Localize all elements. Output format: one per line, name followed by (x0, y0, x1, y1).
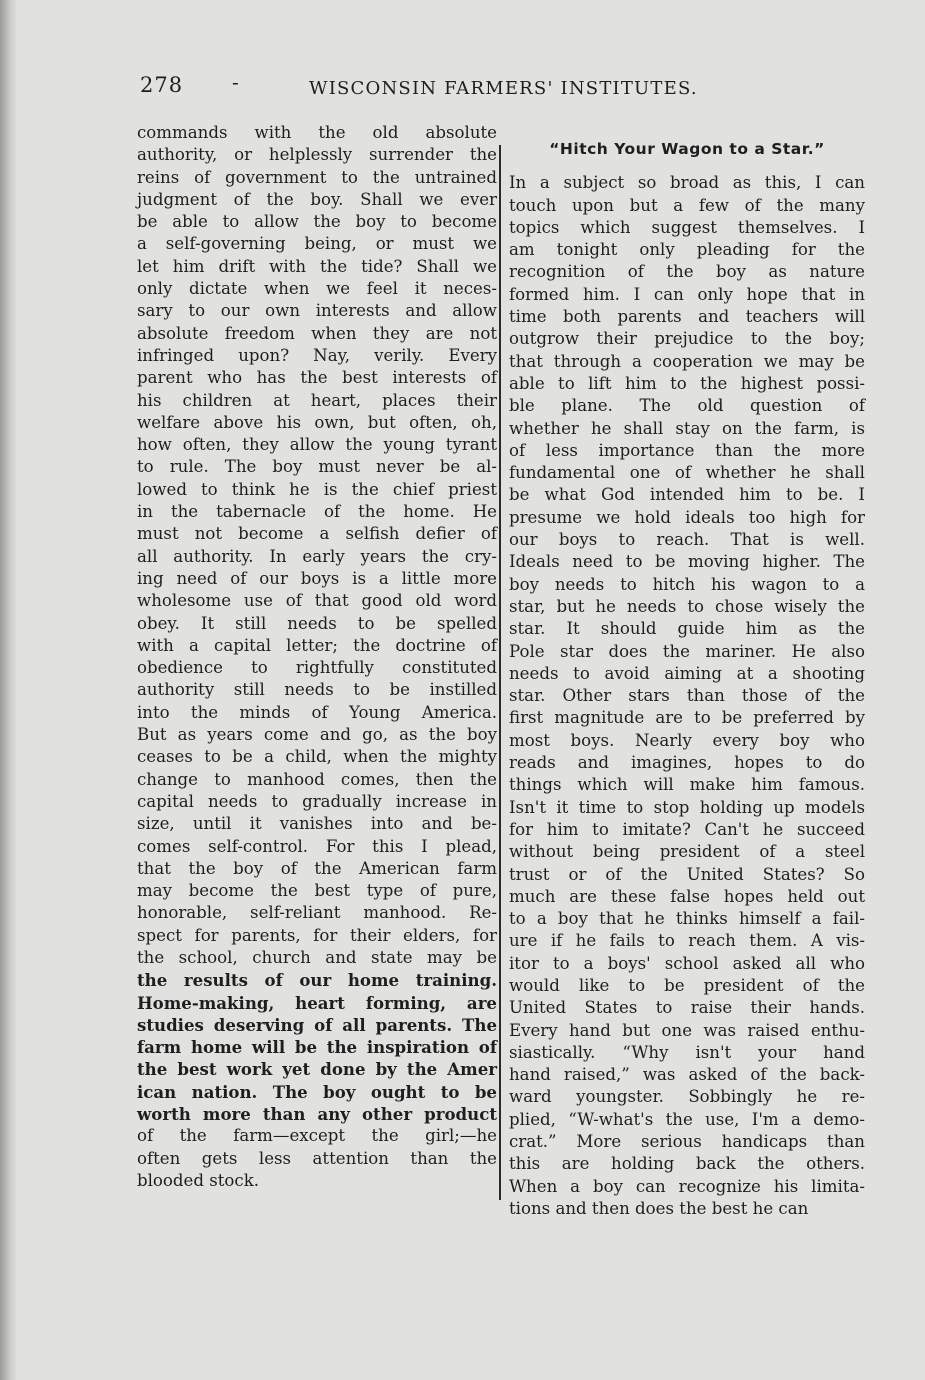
text-line: in the tabernacle of the home. He (137, 502, 497, 522)
text-line: much are these false hopes held out (509, 886, 865, 906)
text-line: to rule. The boy must never be al- (137, 457, 497, 477)
text-line: welfare above his own, but often, oh, (137, 412, 497, 432)
text-line: honorable, self-reliant manhood. Re- (137, 903, 497, 923)
text-line: star. It should guide him as the (509, 619, 865, 639)
text-line: crat.” More serious handicaps than (509, 1132, 865, 1152)
text-line: must not become a selfish defier of (137, 524, 497, 544)
text-line: most boys. Nearly every boy who (509, 730, 865, 750)
text-line: time both parents and teachers will (509, 307, 865, 327)
text-line: able to lift him to the highest possi- (509, 373, 865, 393)
text-line: comes self-control. For this I plead, (137, 836, 497, 856)
text-line: all authority. In early years the cry- (137, 546, 497, 566)
text-line: of the farm—except the girl;—he (137, 1126, 497, 1146)
text-line: whether he shall stay on the farm, is (509, 418, 865, 438)
text-line: trust or of the United States? So (509, 864, 865, 884)
text-line: his children at heart, places their (137, 390, 497, 410)
running-head: WISCONSIN FARMERS' INSTITUTES. (309, 78, 698, 99)
text-line: our boys to reach. That is well. (509, 530, 865, 550)
text-line: reins of government to the untrained (137, 167, 497, 187)
text-line: formed him. I can only hope that in (509, 284, 865, 304)
text-line: change to manhood comes, then the (137, 769, 497, 789)
text-line: with a capital letter; the doctrine of (137, 635, 497, 655)
text-line: am tonight only pleading for the (509, 240, 865, 260)
text-line: lowed to think he is the chief priest (137, 479, 497, 499)
text-line: topics which suggest themselves. I (509, 217, 865, 237)
page-header (0, 70, 925, 104)
text-line: the school, church and state may be (137, 947, 497, 967)
text-line: worth more than any other product (137, 1104, 497, 1125)
text-line: touch upon but a few of the many (509, 195, 865, 215)
text-line: obedience to rightfully constituted (137, 658, 497, 678)
right-column-body (509, 172, 865, 1220)
text-line: star, but he needs to chose wisely the (509, 596, 865, 616)
text-line: Isn't it time to stop holding up models (509, 797, 865, 817)
text-line: ceases to be a child, when the mighty (137, 747, 497, 767)
text-line: boy needs to hitch his wagon to a (509, 574, 865, 594)
text-line: may become the best type of pure, (137, 881, 497, 901)
text-line: that the boy of the American farm (137, 858, 497, 878)
text-line: siastically. “Why isn't your hand (509, 1042, 865, 1062)
text-line: Ideals need to be moving higher. The (509, 552, 865, 572)
text-line: this are holding back the others. (509, 1154, 865, 1174)
text-line: parent who has the best interests of (137, 368, 497, 388)
text-line: authority, or helplessly surrender the (137, 145, 497, 165)
text-line: ble plane. The old question of (509, 396, 865, 416)
text-line: authority still needs to be instilled (137, 680, 497, 700)
text-line: ican nation. The boy ought to be (137, 1081, 497, 1102)
text-line: capital needs to gradually increase in (137, 791, 497, 811)
text-line: studies deserving of all parents. The (137, 1014, 497, 1035)
text-line: ing need of our boys is a little more (137, 568, 497, 588)
text-line: But as years come and go, as the boy (137, 725, 497, 745)
text-line: into the minds of Young America. (137, 702, 497, 722)
text-line: to a boy that he thinks himself a fail- (509, 909, 865, 929)
text-line: tions and then does the best he can (509, 1198, 809, 1218)
text-line: for him to imitate? Can't he succeed (509, 819, 865, 839)
page-binding-edge (0, 0, 16, 1380)
text-line: a self-governing being, or must we (137, 234, 497, 254)
text-line: spect for parents, for their elders, for (137, 925, 497, 945)
text-line: reads and imagines, hopes to do (509, 753, 865, 773)
text-line: infringed upon? Nay, verily. Every (137, 345, 497, 365)
text-line: plied, “W-what's the use, I'm a demo- (509, 1109, 865, 1129)
text-line: United States to raise their hands. (509, 998, 865, 1018)
text-line: first magnitude are to be preferred by (509, 708, 865, 728)
text-line: itor to a boys' school asked all who (509, 953, 865, 973)
text-line: farm home will be the inspiration of (137, 1037, 497, 1058)
text-line: absolute freedom when they are not (137, 323, 497, 343)
text-line: would like to be president of the (509, 975, 865, 995)
text-line: ward youngster. Sobbingly he re- (509, 1087, 865, 1107)
page-number: 278 (140, 73, 184, 97)
text-line: obey. It still needs to be spelled (137, 613, 497, 633)
text-line: blooded stock. (137, 1170, 260, 1190)
text-line: the best work yet done by the Amer (137, 1059, 497, 1080)
text-line: Home-making, heart forming, are (137, 992, 497, 1013)
text-line: When a boy can recognize his limita- (509, 1176, 865, 1196)
text-line: star. Other stars than those of the (509, 686, 865, 706)
text-line: fundamental one of whether he shall (509, 463, 865, 483)
text-line: wholesome use of that good old word (137, 591, 497, 611)
text-line: the results of our home training. (137, 970, 497, 991)
text-line: often gets less attention than the (137, 1148, 497, 1168)
text-line: recognition of the boy as nature (509, 262, 865, 282)
text-line: be able to allow the boy to become (137, 212, 497, 232)
text-line: things which will make him famous. (509, 775, 865, 795)
text-line: ure if he fails to reach them. A vis- (509, 931, 865, 951)
text-line: hand raised,” was asked of the back- (509, 1065, 865, 1085)
text-line: judgment of the boy. Shall we ever (137, 189, 497, 209)
text-line: of less importance than the more (509, 440, 865, 460)
text-line: Every hand but one was raised enthu- (509, 1020, 865, 1040)
text-line: size, until it vanishes into and be- (137, 814, 497, 834)
right-text-column (509, 138, 865, 1220)
text-line: how often, they allow the young tyrant (137, 435, 497, 455)
left-text-column (137, 122, 497, 1192)
text-line: In a subject so broad as this, I can (509, 173, 865, 193)
text-line: presume we hold ideals too high for (509, 507, 865, 527)
header-dash-mark: - (232, 70, 239, 94)
text-line: needs to avoid aiming at a shooting (509, 663, 865, 683)
text-line: without being president of a steel (509, 842, 865, 862)
text-line: commands with the old absolute (137, 123, 497, 142)
text-line: outgrow their prejudice to the boy; (509, 329, 865, 349)
text-line: let him drift with the tide? Shall we (137, 256, 497, 276)
column-divider (499, 145, 501, 1200)
section-heading: “Hitch Your Wagon to a Star.” (549, 140, 825, 158)
text-line: Pole star does the mariner. He also (509, 641, 865, 661)
text-line: sary to our own interests and allow (137, 301, 497, 321)
text-line: that through a cooperation we may be (509, 351, 865, 371)
text-line: be what God intended him to be. I (509, 485, 865, 505)
text-line: only dictate when we feel it neces- (137, 279, 497, 299)
